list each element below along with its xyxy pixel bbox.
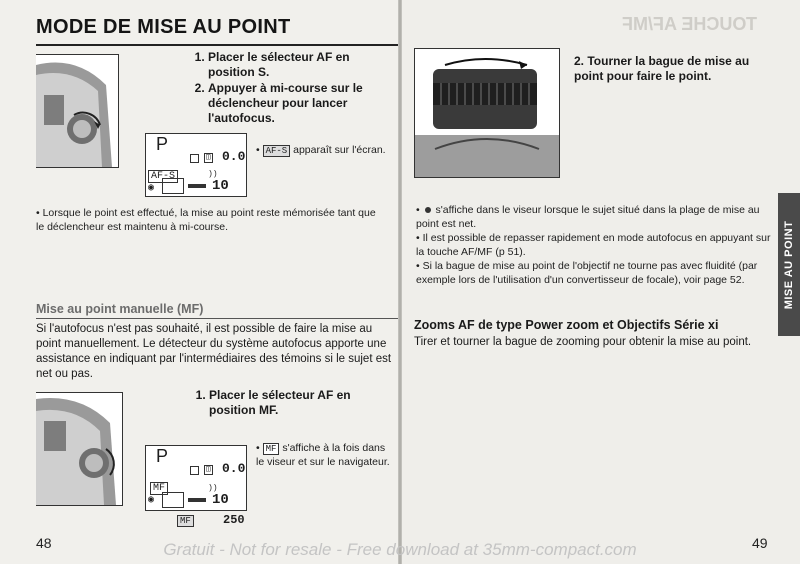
ring-step — [574, 54, 774, 84]
lcd-af-mode: MF — [150, 482, 168, 495]
lcd-value: 0.0 — [222, 149, 246, 164]
mf-small-tag: MF — [177, 515, 194, 527]
eye-icon: ◉ — [148, 183, 155, 194]
page-title: MODE DE MISE AU POINT — [36, 16, 291, 38]
watermark-footer: Gratuit - Not for resale - Free download at 35mm-compact.com — [163, 540, 637, 559]
bullet-text: Si la bague de mise au point de l'objectif ne tourne pas avec fluidité (par exemple lors de l'utilisation d'un convertisseur de focale), voir page 52. — [416, 260, 758, 286]
lcd-square-icon — [190, 466, 199, 475]
mf-heading-rule — [36, 318, 398, 319]
ring-step-text: Tourner la bague de mise au point pour faire le point. — [574, 54, 750, 83]
section-side-tab — [778, 193, 800, 336]
af-step-2: 2. Appuyer à mi-course sur le déclencheur pour lancer l'autofocus. — [208, 81, 394, 126]
bullet-ring-stiff: • Si la bague de mise au point de l'objectif ne tourne pas avec fluidité (par exemple lors de l'utilisation d'un convertisseur de focale), voir page 52. — [416, 260, 758, 286]
sound-icon: )) — [208, 484, 218, 493]
right-page — [402, 0, 800, 564]
af-display-note-text: apparaît sur l'écran. — [293, 144, 386, 156]
mf-tag: MF — [263, 443, 280, 455]
page-number-left: 48 — [36, 535, 52, 551]
lcd-panel-af — [145, 133, 247, 197]
lcd-panel-mf — [145, 445, 247, 511]
eye-icon: ◉ — [148, 495, 155, 506]
lcd-subpanel — [145, 513, 245, 527]
bullet-text: s'affiche dans le viseur lorsque le sujet situé dans la plage de mise au point est net. — [416, 204, 760, 230]
focus-signal-icon — [425, 207, 431, 213]
lcd-frame-counter: 10 — [212, 492, 229, 508]
title-rule — [36, 44, 398, 46]
mf-steps — [195, 388, 395, 419]
mf-display-note: • MF s'affiche à la fois dans le viseur et sur le navigateur. — [256, 442, 390, 468]
lcd-frame-counter: 10 — [212, 178, 229, 194]
mf-step-1: 1. Placer le sélecteur AF en position MF. — [209, 388, 395, 418]
memorized-focus-text: Lorsque le point est effectué, la mise au point reste mémorisée tant que le déclencheur est maintenu à mi-course. — [36, 207, 376, 233]
lcd-battery-icon: ◫ — [206, 465, 211, 474]
lcd-battery-icon: ◫ — [206, 153, 211, 162]
memorized-focus-note: • Lorsque le point est effectué, la mise au point reste mémorisée tant que le déclencheur est maintenu à mi-course. — [36, 207, 376, 233]
lens-focus-ring-illustration — [414, 48, 560, 178]
left-page — [0, 0, 398, 564]
bleed-through-title: TOUCHE AF/MF — [622, 14, 757, 34]
mf-body: Si l'autofocus n'est pas souhaité, il est possible de faire la mise au point manuellement. Le détecteur du système autofocus apporte une assistance en indiquant par l'intermédiaires des témoins si le sujet est net ou pas. — [36, 323, 392, 380]
camera-af-selector-illustration — [36, 54, 119, 168]
lcd-bar — [188, 184, 206, 188]
lcd-bar — [188, 498, 206, 502]
lcd-mode-label: P — [156, 446, 169, 466]
af-display-note: • AF-S apparaît sur l'écran. — [256, 144, 386, 156]
shutter-value: 250 — [223, 513, 245, 527]
camera-mf-selector-illustration — [36, 392, 123, 506]
mf-display-note-text: s'affiche à la fois dans le viseur et sur le navigateur. — [256, 442, 390, 468]
mf-heading: Mise au point manuelle (MF) — [36, 302, 204, 316]
bullet-af-mf-button: • Il est possible de repasser rapidement en mode autofocus en appuyant sur la touche AF/MF (p 51). — [416, 232, 771, 258]
lcd-square-icon — [190, 154, 199, 163]
zoom-body: Tirer et tourner la bague de zooming pour obtenir la mise au point. — [414, 336, 752, 348]
lcd-mode-label: P — [156, 134, 169, 154]
mf-bullets — [416, 203, 772, 287]
af-steps — [194, 50, 394, 127]
side-tab-label: MISE AU POINT — [783, 220, 795, 309]
af-s-tag: AF-S — [263, 145, 291, 157]
af-frame-icon — [162, 492, 184, 508]
sound-icon: )) — [208, 170, 218, 179]
lcd-af-mode: AF-S — [148, 170, 178, 183]
af-frame-icon — [162, 178, 184, 194]
zoom-heading: Zooms AF de type Power zoom et Objectifs Série xi — [414, 318, 719, 332]
page-number-right: 49 — [752, 535, 768, 551]
af-step-1: 1. Placer le sélecteur AF en position S. — [208, 50, 394, 80]
lcd-value: 0.0 — [222, 461, 246, 476]
bullet-text: Il est possible de repasser rapidement en mode autofocus en appuyant sur la touche AF/MF (p 51). — [416, 232, 771, 258]
ring-step-number: 2. — [574, 54, 585, 68]
bullet-focus-confirm: • s'affiche dans le viseur lorsque le sujet situé dans la plage de mise au point est net. — [416, 204, 760, 230]
